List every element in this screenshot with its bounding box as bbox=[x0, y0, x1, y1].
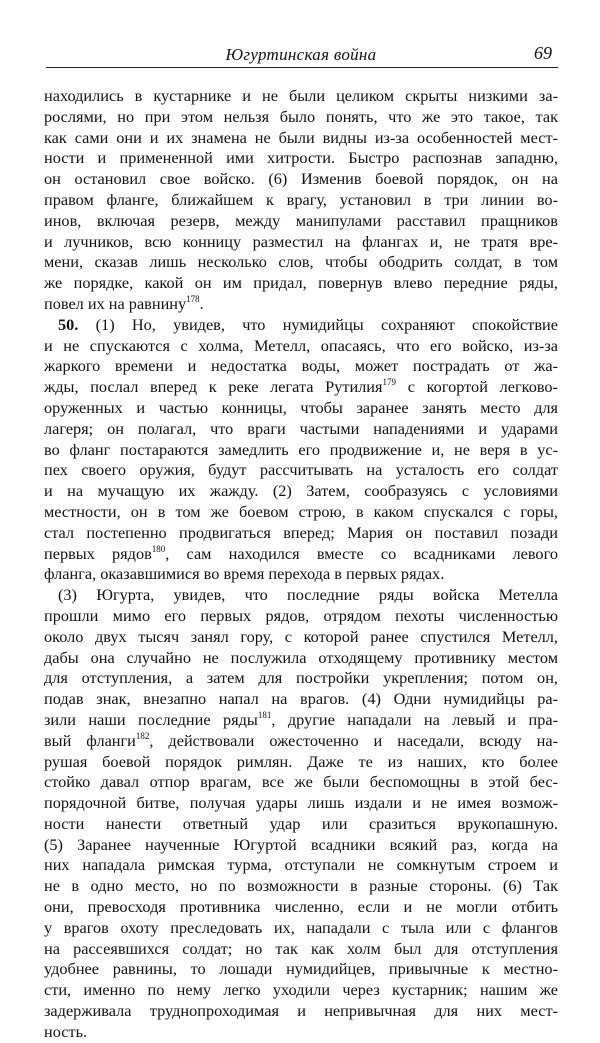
text-fragment: зили наши последние ряды bbox=[44, 709, 258, 729]
text-line: и на мучащую их жажду. (2) Затем, сообразуясь с условиями bbox=[44, 481, 558, 501]
text-line: фланга, оказавшимися во время перехода в первых рядах. bbox=[44, 564, 445, 584]
text-line bbox=[44, 731, 558, 752]
text-line: пех своего оружия, будут рассчитывать на усталость его солдат bbox=[44, 460, 558, 480]
text-line: находились в кустарнике и не были целиком скрыты низкими за- bbox=[44, 86, 558, 105]
text-line: инов, включая резерв, между манипулами расставил пращников bbox=[44, 210, 558, 230]
text-line: рушая боевой порядок римлян. Даже те из наших, кто более bbox=[44, 751, 558, 771]
text-line: же порядке, какой он им придал, повернув влево передние ряды, bbox=[44, 273, 558, 293]
text-line: ности и примененной ими хитрости. Быстро распознав западню, bbox=[44, 148, 558, 168]
text-line: для отступления, а затем для постройки укрепления; потом он, bbox=[44, 668, 558, 688]
text-line: (5) Заранее наученные Югуртой всадники всякий раз, когда на bbox=[44, 834, 558, 854]
text-line: оруженных и частью конницы, чтобы заранее занять место для bbox=[44, 397, 558, 417]
body-text bbox=[44, 86, 558, 1043]
text-line: задерживала труднопроходимая и непривычная для них мест- bbox=[44, 1001, 558, 1021]
text-fragment: вый фланги bbox=[44, 730, 136, 750]
text-line: у врагов охоту преследовать их, нападали с тыла или с флангов bbox=[44, 917, 558, 937]
text-fragment: (1) Но, увидев, что нумидийцы сохраняют спокойствие bbox=[95, 314, 558, 334]
text-fragment: первых рядов bbox=[44, 543, 152, 563]
text-line: около двух тысяч занял гору, с которой ранее спустился Метелл, bbox=[44, 626, 558, 646]
running-header bbox=[46, 38, 556, 66]
text-line: стойко давал отпор врагам, все же были беспомощны в этой бес- bbox=[44, 772, 558, 792]
page-number: 69 bbox=[534, 43, 552, 63]
text-line bbox=[44, 315, 558, 336]
text-line: прошли мимо его первых рядов, отрядом пехоты численностью bbox=[44, 605, 558, 625]
text-line: и не спускаются с холма, Метелл, опасаясь, что его войско, из-за bbox=[44, 335, 558, 355]
text-line: них нападала римская турма, отступали не сомкнутым строем и bbox=[44, 855, 558, 875]
text-fragment: повел их на равнину bbox=[44, 293, 187, 313]
text-line bbox=[44, 377, 558, 398]
text-line: подав знак, внезапно напал на врагов. (4) Одни нумидийцы ра- bbox=[44, 689, 558, 709]
text-line: на рассеявшихся солдат; но так как холм был для отступления bbox=[44, 938, 558, 958]
text-line: ности нанести ответный удар или сразиться врукопашную. bbox=[44, 813, 558, 833]
text-line bbox=[44, 710, 558, 731]
text-line: сти, именно по нему легко уходили через кустарник; нашим же bbox=[44, 980, 558, 1000]
text-line: жаркого времени и недостатка воды, может пострадать от жа- bbox=[44, 356, 558, 376]
text-line: как сами они и их знамена не были видны из-за особенностей мест- bbox=[44, 127, 558, 147]
text-line: рослями, но при этом нельзя было понять, что же это такое, так bbox=[44, 106, 558, 126]
footnote-ref-181[interactable]: 181 bbox=[257, 709, 272, 720]
text-line: и лучников, всю конницу разместил на флангах и, не тратя вре- bbox=[44, 231, 558, 251]
text-fragment: , другие нападали на левый и пра- bbox=[271, 709, 558, 729]
text-line: правом фланге, ближайшем к врагу, установил в три линии во- bbox=[44, 189, 558, 209]
text-line: лагеря; он полагал, что враги частыми нападениями и ударами bbox=[44, 418, 558, 438]
text-line bbox=[44, 544, 558, 565]
text-line: не в одно место, но по возможности в разные стороны. (6) Так bbox=[44, 876, 558, 896]
header-rule bbox=[46, 67, 558, 68]
text-line: мени, сказав лишь несколько слов, чтобы ободрить солдат, в том bbox=[44, 252, 558, 272]
text-fragment: жды, послал вперед к реке легата Рутилия bbox=[44, 377, 383, 397]
text-line: дабы она случайно не послужила отходящему противнику местом bbox=[44, 647, 558, 667]
footnote-ref-178[interactable]: 178 bbox=[186, 293, 200, 304]
footnote-ref-182[interactable]: 182 bbox=[135, 730, 150, 741]
text-fragment: с когортой легково- bbox=[396, 377, 558, 397]
text-line: повел их на равнину$^{178}$. bbox=[44, 293, 204, 313]
text-line: местности, он в том же боевом строю, в каком спускался с горы, bbox=[44, 501, 558, 521]
running-title: Югуртинская война bbox=[225, 45, 377, 64]
text-line: порядочной битве, получая удары лишь издали и не имея возмож- bbox=[44, 793, 558, 813]
text-fragment: , действовали ожесточенно и наседали, всюду на- bbox=[149, 730, 558, 750]
text-line: он остановил свое войско. (6) Изменив боевой порядок, он на bbox=[44, 169, 558, 189]
text-line: удобнее равнины, то лошади нумидийцев, привычные к местно- bbox=[44, 959, 558, 979]
footnote-ref-179[interactable]: 179 bbox=[382, 377, 397, 388]
text-line: они, превосходя противника численно, если и не могли отбить bbox=[44, 897, 558, 917]
footnote-ref-180[interactable]: 180 bbox=[151, 543, 166, 554]
text-line: ность. bbox=[44, 1021, 88, 1041]
text-line: стал постепенно продвигаться вперед; Мария он поставил позади bbox=[44, 522, 558, 542]
text-line: (3) Югурта, увидев, что последние ряды войска Метелла bbox=[58, 585, 558, 605]
text-fragment: , сам находился вместе со всадниками левого bbox=[165, 543, 558, 563]
text-line: во фланг постараются замедлить его продвижение и, не веря в ус- bbox=[44, 439, 558, 459]
section-number: 50. bbox=[58, 314, 79, 334]
